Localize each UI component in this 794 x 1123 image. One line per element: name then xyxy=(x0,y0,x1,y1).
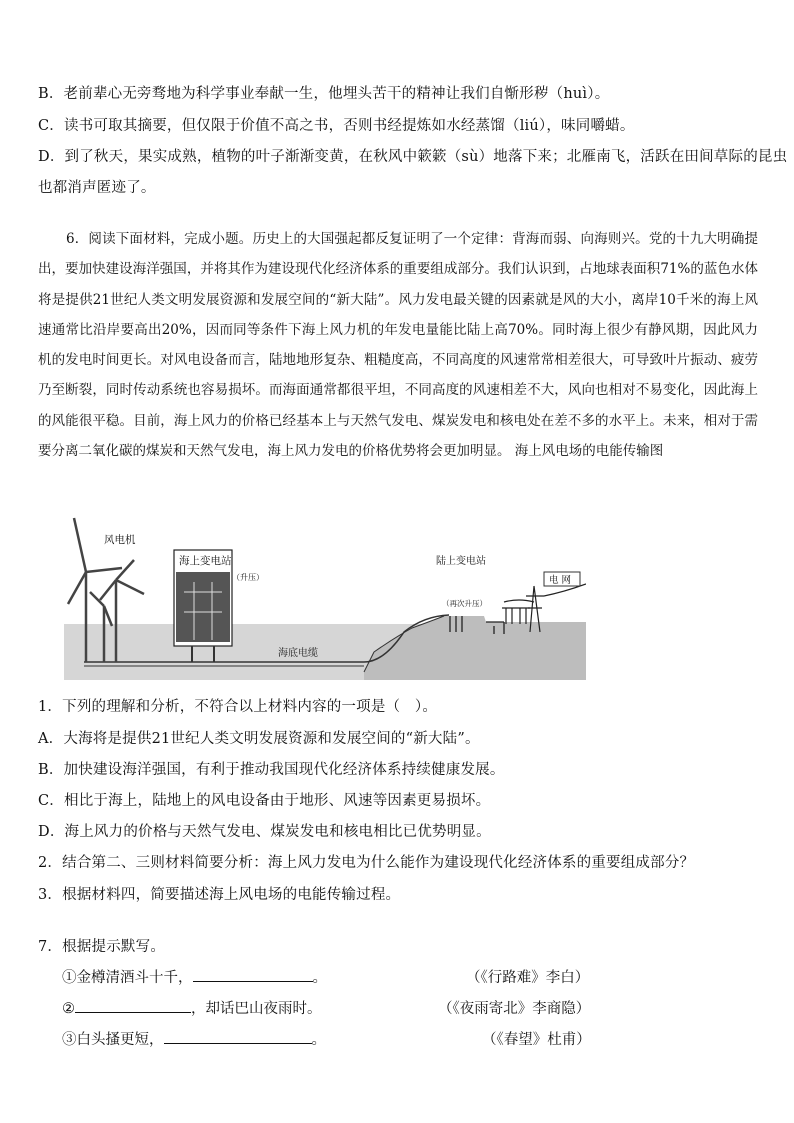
question-7-title: 7．根据提示默写。 xyxy=(38,939,166,955)
sub-question-2: 2．结合第二、三则材料简要分析：海上风力发电为什么能作为建设现代化经济体系的重要组成部分？ xyxy=(38,855,695,871)
question-6-passage-text: 6．阅读下面材料，完成小题。历史上的大国强起都反复证明了一个定律：背海而弱、向海则兴。党的十九大明确提出，要加快建设海洋强国，并将其作为建设现代化经济体系的重要组成部分。我们认识到，占地球表面积71%的蓝色水体将是提供21世纪人类文明发展资源和发展空间的“新大陆”。风力发电最关键的因素就是风的大小，离岸10千米的海上风速通常比沿岸要高出20%，因而同等条件下海上风力机的年发电量能比陆上高70%。同时海上很少有静风期，因此风力机的发电时间更长。对风电设备而言，陆地地形复杂、粗糙度高，不同高度的风速常常相差很大，可导致叶片振动、疲劳乃至断裂，同时传动系统也容易损坏。而海面通常都很平坦，不同高度的风速相差不大，风向也相对不易变化，因此海上的风能很平稳。目前，海上风力的价格已经基本上与天然气发电、煤炭发电和核电处在差不多的水平上。未来，相对于需要分离二氧化碳的煤炭和天然气发电，海上风力发电的价格优势将会更加明显。 海上风电场的电能传输图 xyxy=(38,231,758,460)
dictation-source-3: （《春望》杜甫） xyxy=(482,1032,591,1048)
dictation-line-3 xyxy=(62,1028,326,1049)
power-transmission-diagram xyxy=(64,512,586,680)
dictation-line-1-suffix: 。 xyxy=(312,970,327,986)
dictation-source-1: （《行路难》李白） xyxy=(466,970,590,986)
sub-question-1: 1．下列的理解和分析，不符合以上材料内容的一项是（ ）。 xyxy=(38,699,438,715)
cable-label: 海底电缆 xyxy=(278,648,318,659)
offshore-substation-note: （升压） xyxy=(232,573,264,582)
wind-turbine-label: 风电机 xyxy=(104,534,136,546)
dictation-source-2: （《夜雨寄北》李商隐） xyxy=(438,1001,591,1017)
offshore-substation-label: 海上变电站 xyxy=(179,555,232,567)
dictation-line-2-suffix: ，却话巴山夜雨时。 xyxy=(191,1001,322,1017)
dictation-line-1-prefix: ①金樽清酒斗十千， xyxy=(62,970,193,986)
sub-question-1-option-c: C．相比于海上，陆地上的风电设备由于地形、风速等因素更易损坏。 xyxy=(38,793,491,809)
dictation-line-2-prefix: ② xyxy=(62,1001,75,1017)
offshore-substation-platform xyxy=(176,572,230,642)
question-6-passage xyxy=(38,224,758,466)
dictation-blank-2[interactable] xyxy=(75,998,191,1013)
dictation-line-2 xyxy=(62,997,322,1018)
option-d: D．到了秋天，果实成熟，植物的叶子渐渐变黄，在秋风中簌簌（sù）地落下来；北雁南飞，活跃在田间草际的昆虫 xyxy=(38,149,788,165)
land-substation-note: （再次升压） xyxy=(442,599,487,608)
sub-question-3: 3．根据材料四，简要描述海上风电场的电能传输过程。 xyxy=(38,887,401,903)
dictation-line-3-suffix: 。 xyxy=(311,1032,326,1048)
dictation-line-1 xyxy=(62,966,327,987)
land-substation-label: 陆上变电站 xyxy=(436,556,486,567)
sub-question-1-option-a: A．大海将是提供21世纪人类文明发展资源和发展空间的“新大陆”。 xyxy=(38,731,480,747)
sub-question-1-option-d: D．海上风力的价格与天然气发电、煤炭发电和核电相比已优势明显。 xyxy=(38,824,491,840)
dictation-blank-3[interactable] xyxy=(164,1029,312,1044)
option-b: B．老前辈心无旁骛地为科学事业奉献一生，他埋头苦干的精神让我们自惭形秽（huì）。 xyxy=(38,86,610,102)
option-c: C．读书可取其摘要，但仅限于价值不高之书，否则书经提炼如水经蒸馏（liú），味同嚼蜡。 xyxy=(38,118,635,134)
dictation-line-3-prefix: ③白头搔更短， xyxy=(62,1032,164,1048)
grid-label: 电 网 xyxy=(549,575,572,586)
option-d-continued: 也都消声匿迹了。 xyxy=(38,180,156,196)
dictation-blank-1[interactable] xyxy=(193,967,313,982)
sub-question-1-option-b: B．加快建设海洋强国，有利于推动我国现代化经济体系持续健康发展。 xyxy=(38,762,505,778)
